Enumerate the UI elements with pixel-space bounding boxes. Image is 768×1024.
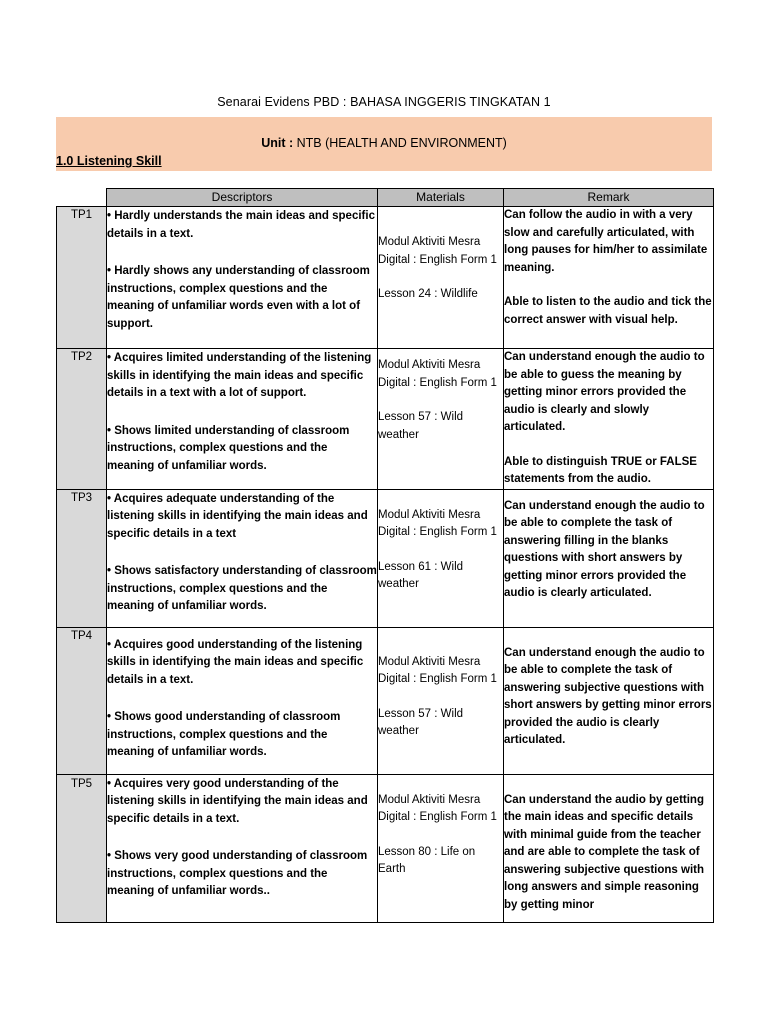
level-cell: TP4 [57, 627, 107, 774]
evidence-table [56, 188, 714, 923]
remark-text: Can understand enough the audio to be able to complete the task of answering subjective questions with short answers by getting minor errors provided the audio is clearly articulated. [504, 646, 712, 746]
descriptor-cell [107, 349, 378, 490]
table-row [57, 489, 714, 627]
descriptor-text: • Shows very good understanding of classroom instructions, complex questions and the meaning of unfamiliar words.. [107, 850, 368, 897]
remark-cell [504, 207, 714, 349]
descriptor-text: • Shows satisfactory understanding of classroom instructions, complex questions and the meaning of unfamiliar words. [107, 565, 377, 612]
descriptor-text: • Acquires limited understanding of the listening skills in identifying the main ideas and specific details in a text with a lot of support. [107, 352, 372, 399]
table-row [57, 349, 714, 490]
descriptor-text: • Shows good understanding of classroom instructions, complex questions and the meaning of unfamiliar words. [107, 711, 341, 758]
remark-text: Can understand enough the audio to be able to guess the meaning by getting minor errors provided the audio is clearly and slowly articulated. [504, 351, 705, 433]
material-lesson: Lesson 24 : Wildlife [378, 288, 478, 300]
table-row [57, 627, 714, 774]
material-module: Modul Aktiviti Mesra Digital : English Form 1 [378, 236, 497, 266]
descriptor-cell [107, 207, 378, 349]
section-heading: 1.0 Listening Skill [56, 154, 162, 168]
descriptor-text: • Shows limited understanding of classroom instructions, complex questions and the meaning of unfamiliar words. [107, 424, 350, 472]
material-lesson: Lesson 57 : Wild weather [378, 707, 464, 737]
descriptor-text: • Hardly shows any understanding of classroom instructions, complex questions and the meaning of unfamiliar words even with a lot of support. [107, 265, 370, 330]
document-title: Senarai Evidens PBD : BAHASA INGGERIS TINGKATAN 1 [217, 95, 551, 109]
unit-name: NTB (HEALTH AND ENVIRONMENT) [296, 136, 507, 150]
materials-cell [378, 207, 504, 349]
header-remark: Remark [504, 189, 714, 207]
remark-text: Can understand the audio by getting the main ideas and specific details with minimal guide from the teacher and are able to complete the task of answering subjective questions with long answers and simple reasoning by getting minor [504, 793, 705, 911]
remark-cell [504, 774, 714, 922]
remark-text: Can follow the audio in with a very slow and carefully articulated, with long pauses for him/her to assimilate meaning. [504, 209, 708, 274]
descriptor-text: • Acquires adequate understanding of the listening skills in identifying the main ideas and specific details in a text [107, 492, 368, 540]
materials-cell [378, 489, 504, 627]
header-materials: Materials [378, 189, 504, 207]
materials-cell [378, 627, 504, 774]
material-module: Modul Aktiviti Mesra Digital : English Form 1 [378, 793, 497, 823]
header-blank-cell [57, 189, 107, 207]
materials-cell [378, 774, 504, 922]
remark-cell [504, 489, 714, 627]
level-cell: TP2 [57, 349, 107, 490]
table-row [57, 774, 714, 922]
unit-title [56, 136, 712, 150]
level-cell: TP1 [57, 207, 107, 349]
level-cell: TP5 [57, 774, 107, 922]
descriptor-cell [107, 489, 378, 627]
header-descriptors: Descriptors [107, 189, 378, 207]
remark-cell [504, 349, 714, 490]
material-module: Modul Aktiviti Mesra Digital : English Form 1 [378, 508, 497, 538]
descriptor-text: • Acquires good understanding of the listening skills in identifying the main ideas and specific details in a text. [107, 638, 364, 686]
descriptor-cell [107, 774, 378, 922]
material-lesson: Lesson 61 : Wild weather [378, 560, 464, 590]
descriptor-text: • Acquires very good understanding of the listening skills in identifying the main ideas and specific details in a text. [107, 777, 368, 825]
unit-label: Unit : [261, 136, 297, 150]
material-lesson: Lesson 80 : Life on Earth [378, 845, 476, 875]
descriptor-text: • Hardly understands the main ideas and specific details in a text. [107, 210, 375, 240]
materials-cell [378, 349, 504, 490]
material-module: Modul Aktiviti Mesra Digital : English Form 1 [378, 655, 497, 685]
material-lesson: Lesson 57 : Wild weather [378, 411, 464, 441]
material-module: Modul Aktiviti Mesra Digital : English Form 1 [378, 359, 497, 389]
remark-cell [504, 627, 714, 774]
table-row [57, 207, 714, 349]
remark-text: Able to listen to the audio and tick the correct answer with visual help. [504, 296, 712, 326]
remark-text: Can understand enough the audio to be able to complete the task of answering filling in the blanks questions with short answers by getting minor errors provided the audio is clearly articulated. [504, 499, 705, 599]
level-cell: TP3 [57, 489, 107, 627]
remark-text: Able to distinguish TRUE or FALSE statements from the audio. [504, 455, 697, 485]
descriptor-cell [107, 627, 378, 774]
table-header-row [57, 189, 714, 207]
